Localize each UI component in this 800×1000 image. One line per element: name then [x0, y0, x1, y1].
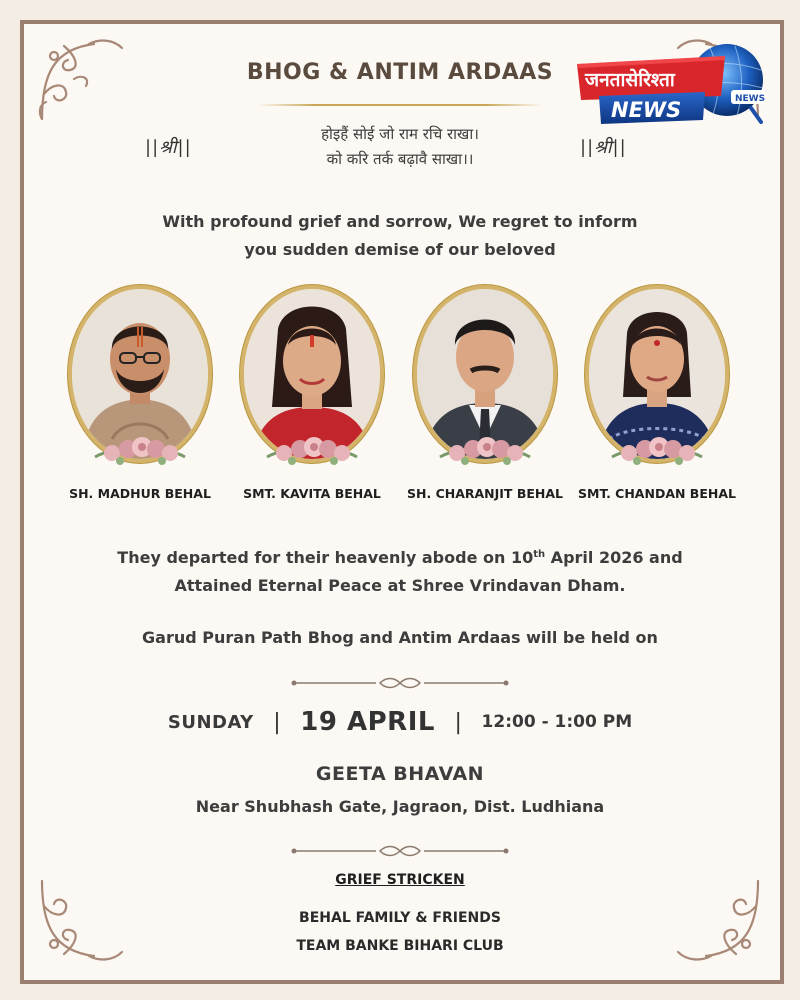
- ornamental-divider-icon: [290, 675, 510, 689]
- portrait-card: [578, 285, 736, 501]
- family-line2: TEAM BANKE BIHARI CLUB: [296, 938, 504, 954]
- schedule-row: [0, 707, 800, 737]
- logo-badge: NEWS: [735, 94, 766, 104]
- intro-line1: With profound grief and sorrow, We regret to inform: [162, 212, 638, 231]
- intro-text: [0, 208, 800, 264]
- departure-line1-a: They departed for their heavenly abode on 10: [117, 548, 534, 567]
- schedule-separator: |: [454, 709, 462, 735]
- page-title: BHOG & ANTIM ARDAAS: [246, 60, 554, 85]
- person-name: SMT. CHANDAN BEHAL: [578, 486, 736, 501]
- script-mark-left: ||श्री||: [145, 137, 192, 158]
- flower-ornament-icon: [90, 433, 190, 473]
- flower-ornament-icon: [262, 433, 362, 473]
- departure-text: [0, 541, 800, 600]
- departure-line1: [0, 541, 800, 572]
- portrait-row: [60, 285, 750, 515]
- flower-ornament-icon: [607, 433, 707, 473]
- person-name: SH. CHARANJIT BEHAL: [407, 486, 563, 501]
- person-name: SH. MADHUR BEHAL: [69, 486, 211, 501]
- person-name: SMT. KAVITA BEHAL: [243, 486, 381, 501]
- schedule-date: 19 APRIL: [300, 707, 435, 737]
- departure-line1-sup: th: [533, 549, 546, 560]
- ceremony-line: Garud Puran Path Bhog and Antim Ardaas will be held on: [142, 628, 658, 647]
- portrait-card: [65, 285, 215, 501]
- hindi-verse: [0, 122, 800, 172]
- schedule-day: SUNDAY: [167, 711, 254, 733]
- venue-address: Near Shubhash Gate, Jagraon, Dist. Ludhiana: [195, 797, 605, 816]
- logo-news-text: NEWS: [611, 98, 682, 122]
- intro-line2: you sudden demise of our beloved: [244, 240, 556, 259]
- news-logo: [575, 38, 770, 128]
- portrait-card: [407, 285, 563, 501]
- family-names: [0, 904, 800, 960]
- portrait-card: [237, 285, 387, 501]
- venue-name: GEETA BHAVAN: [315, 763, 485, 785]
- title-divider: [258, 104, 542, 106]
- schedule-time: 12:00 - 1:00 PM: [481, 712, 633, 732]
- departure-line1-b: April 2026 and: [545, 548, 683, 567]
- grief-stricken-label: GRIEF STRICKEN: [335, 872, 465, 888]
- departure-line2: Attained Eternal Peace at Shree Vrindavan Dham.: [174, 576, 626, 595]
- hindi-verse-line2: को करि तर्क बढ़ावै साखा।।: [326, 150, 474, 168]
- hindi-verse-line1: होइहैं सोई जो राम रचि राखा।: [321, 125, 479, 143]
- script-mark-right: ||श्री||: [580, 137, 627, 158]
- ornamental-divider-icon: [290, 843, 510, 857]
- flower-ornament-icon: [435, 433, 535, 473]
- family-line1: BEHAL FAMILY & FRIENDS: [299, 910, 501, 926]
- logo-text: जनतासेरिश्ता: [585, 69, 675, 91]
- schedule-separator: |: [273, 709, 281, 735]
